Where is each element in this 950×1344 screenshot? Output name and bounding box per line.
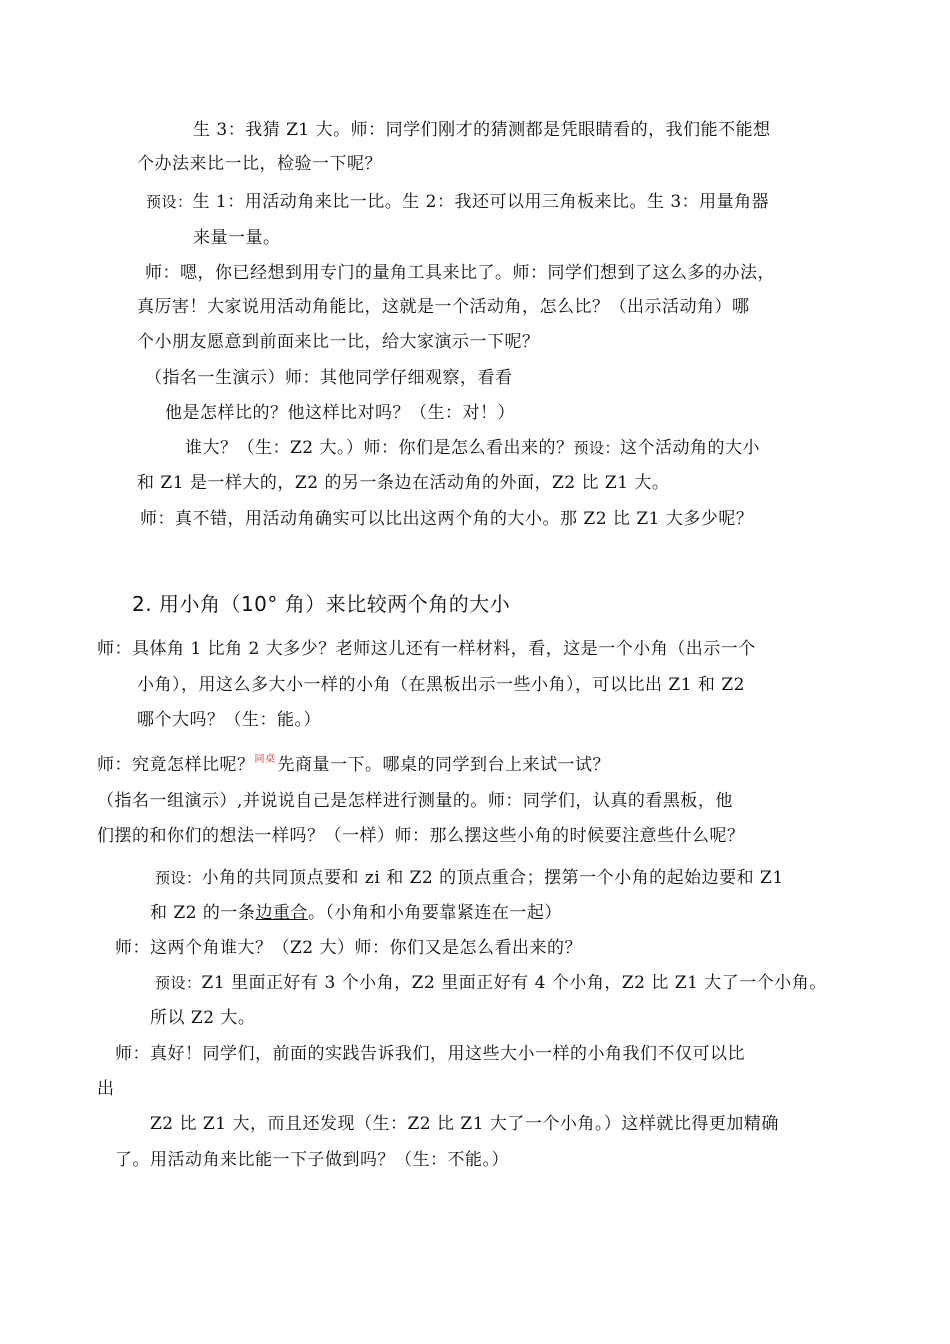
paragraph-line: 出: [97, 1079, 115, 1099]
paragraph-line: 师：嗯，你已经想到用专门的量角工具来比了。师：同学们想到了这么多的办法，: [145, 263, 775, 283]
paragraph-line: 和 Z1 是一样大的，Z2 的另一条边在活动角的外面，Z2 比 Z1 大。: [137, 473, 670, 493]
paragraph-line: 生 3：我猜 Z1 大。师：同学们刚才的猜测都是凭眼睛看的，我们能不能想: [193, 120, 771, 140]
paragraph-line: 个办法来比一比，检验一下呢？: [137, 154, 382, 174]
paragraph-line: （指名一生演示）师：其他同学仔细观察，看看: [145, 368, 513, 388]
paragraph-text: 生 1：用活动角来比一比。生 2：我还可以用三角板来比。生 3：用量角器: [192, 192, 770, 212]
underlined-text: 边重合: [255, 903, 308, 923]
paragraph-line: 他是怎样比的？他这样比对吗？（生：对！）: [165, 403, 515, 423]
preset-label: 预设：: [155, 974, 202, 992]
paragraph-line: [185, 436, 760, 460]
paragraph-line: 师：这两个角谁大？（Z2 大）师：你们又是怎么看出来的？: [115, 938, 583, 958]
paragraph-line: [97, 753, 610, 780]
paragraph-text: 师：究竟怎样比呢？: [97, 755, 255, 775]
paragraph-text: 。（小角和小角要靠紧连在一起）: [307, 903, 562, 923]
paragraph-line: 师：真不错，用活动角确实可以比出这两个角的大小。那 Z2 比 Z1 大多少呢？: [140, 509, 754, 529]
paragraph-text: 小角的共同顶点要和 zi 和 Z2 的顶点重合；摆第一个小角的起始边要和 Z1: [201, 868, 784, 888]
preset-label: 预设：: [573, 439, 621, 457]
paragraph-line: [146, 190, 769, 214]
annotation-note: 同桌: [254, 754, 276, 765]
paragraph-text: 这个活动角的大小: [620, 438, 761, 458]
paragraph-line: 师：真好！同学们，前面的实践告诉我们，用这些大小一样的小角我们不仅可以比: [115, 1044, 745, 1064]
paragraph-line: [155, 866, 784, 890]
paragraph-line: 哪个大吗？（生：能。）: [137, 710, 321, 730]
paragraph-line: 小角），用这么多大小一样的小角（在黑板出示一些小角），可以比出 Z1 和 Z2: [137, 675, 745, 695]
paragraph-line: 所以 Z2 大。: [150, 1008, 256, 1028]
paragraph-line: [155, 971, 827, 995]
section-heading: 2. 用小角（10° 角）来比较两个角的大小: [132, 592, 511, 616]
paragraph-text: Z1 里面正好有 3 个小角，Z2 里面正好有 4 个小角，Z2 比 Z1 大了一个小角。: [201, 973, 827, 993]
paragraph-line: 了。用活动角来比能一下子做到吗？（生：不能。）: [115, 1150, 509, 1170]
paragraph-line: [150, 901, 562, 925]
paragraph-line: （指名一组演示）,并说说自己是怎样进行测量的。师：同学们，认真的看黑板，他: [97, 791, 733, 811]
paragraph-text: 谁大？（生：Z2 大。）师：你们是怎么看出来的？: [185, 438, 574, 458]
paragraph-line: 个小朋友愿意到前面来比一比，给大家演示一下呢？: [137, 332, 540, 352]
paragraph-text: 和 Z2 的一条: [150, 903, 256, 923]
preset-label: 预设：: [155, 869, 202, 887]
preset-label: 预设：: [146, 193, 193, 211]
paragraph-text: 先商量一下。哪桌的同学到台上来试一试？: [277, 755, 610, 775]
paragraph-line: 师：具体角 1 比角 2 大多少？老师这儿还有一样材料，看，这是一个小角（出示一个: [97, 639, 756, 659]
paragraph-line: Z2 比 Z1 大，而且还发现（生：Z2 比 Z1 大了一个小角。）这样就比得更加精确: [150, 1114, 779, 1134]
paragraph-line: 来量一量。: [193, 228, 281, 248]
paragraph-line: 们摆的和你们的想法一样吗？（一样）师：那么摆这些小角的时候要注意些什么呢？: [97, 826, 745, 846]
paragraph-line: 真厉害！大家说用活动角能比，这就是一个活动角，怎么比？（出示活动角）哪: [137, 297, 750, 317]
